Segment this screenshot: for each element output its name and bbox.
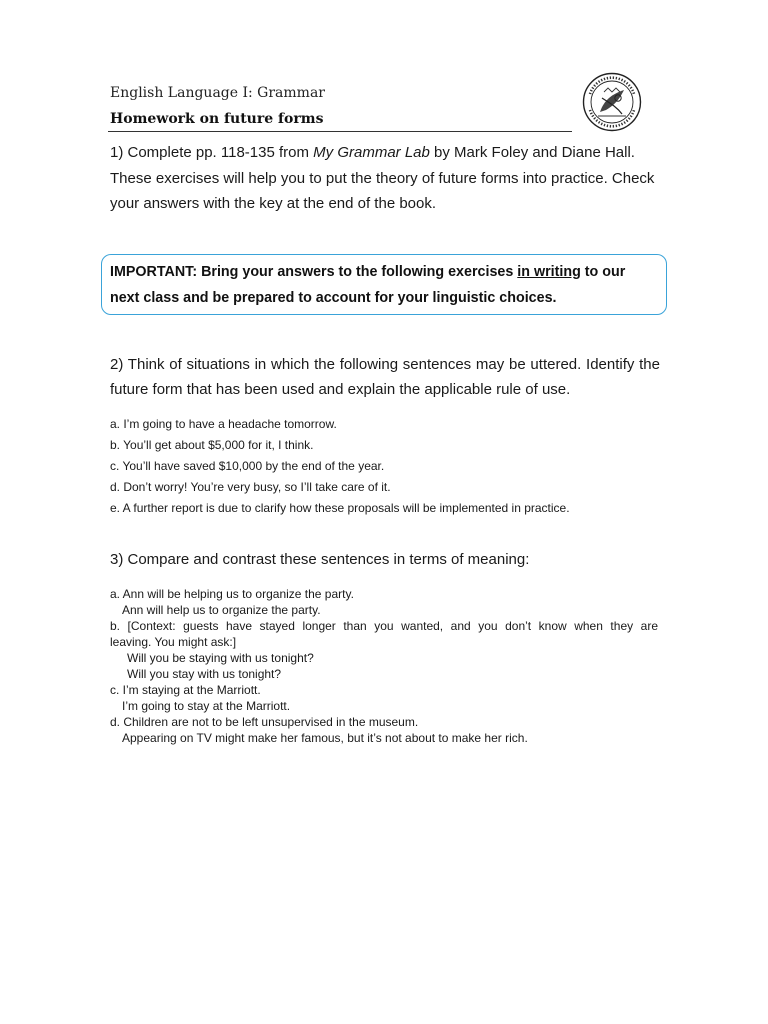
section-2-list <box>110 414 670 519</box>
list-item: d. Don’t worry! You’re very busy, so I’ll take care of it. <box>110 480 391 494</box>
item-b-line-1: Will you be staying with us tonight? <box>127 651 314 665</box>
list-item: c. You’ll have saved $10,000 by the end of the year. <box>110 459 385 473</box>
list-item: e. A further report is due to clarify how these proposals will be implemented in practice. <box>110 501 570 515</box>
homework-title: Homework on future forms <box>110 111 324 127</box>
important-tail: to our next class and be prepared to account for your linguistic choices. <box>110 264 626 306</box>
important-lead: IMPORTANT: Bring your answers to the following exercises <box>110 264 518 280</box>
list-item: b. You’ll get about $5,000 for it, I think. <box>110 438 314 452</box>
item-c-line-2: I’m going to stay at the Marriott. <box>122 699 291 713</box>
item-b-context-line-1: b. [Context: guests have stayed longer than you wanted, and you don’t know when they are <box>110 619 658 633</box>
title-underline <box>108 131 572 132</box>
section-1-suffix: by Mark Foley and Diane Hall. These exercises will help you to put the theory of future forms into practice. Check your answers with the key at the end of the book. <box>110 144 655 212</box>
item-a-line-1: a. Ann will be helping us to organize the party. <box>110 587 354 601</box>
section-3-instruction: 3) Compare and contrast these sentences in terms of meaning: <box>110 551 530 568</box>
item-c-line-1: c. I’m staying at the Marriott. <box>110 683 261 697</box>
section-1-instruction <box>110 140 662 217</box>
section-3-list <box>110 586 658 746</box>
university-seal-icon <box>582 72 642 132</box>
book-title: My Grammar Lab <box>313 144 430 161</box>
item-b-line-2: Will you stay with us tonight? <box>127 667 282 681</box>
item-a-line-2: Ann will help us to organize the party. <box>122 603 321 617</box>
item-b-context-line-2: leaving. You might ask:] <box>110 635 237 649</box>
section-2-instruction: 2) Think of situations in which the following sentences may be uttered. Identify the future form that has been used and explain the applicable rule of use. <box>110 356 660 398</box>
important-notice-box <box>101 254 667 315</box>
course-title: English Language I: Grammar <box>110 85 325 101</box>
section-1-prefix: 1) Complete pp. 118-135 from <box>110 144 314 161</box>
item-d-line-2: Appearing on TV might make her famous, but it’s not about to make her rich. <box>122 731 528 745</box>
important-underlined: in writing <box>517 264 581 280</box>
list-item: a. I’m going to have a headache tomorrow. <box>110 417 337 431</box>
item-d-line-1: d. Children are not to be left unsupervised in the museum. <box>110 715 419 729</box>
